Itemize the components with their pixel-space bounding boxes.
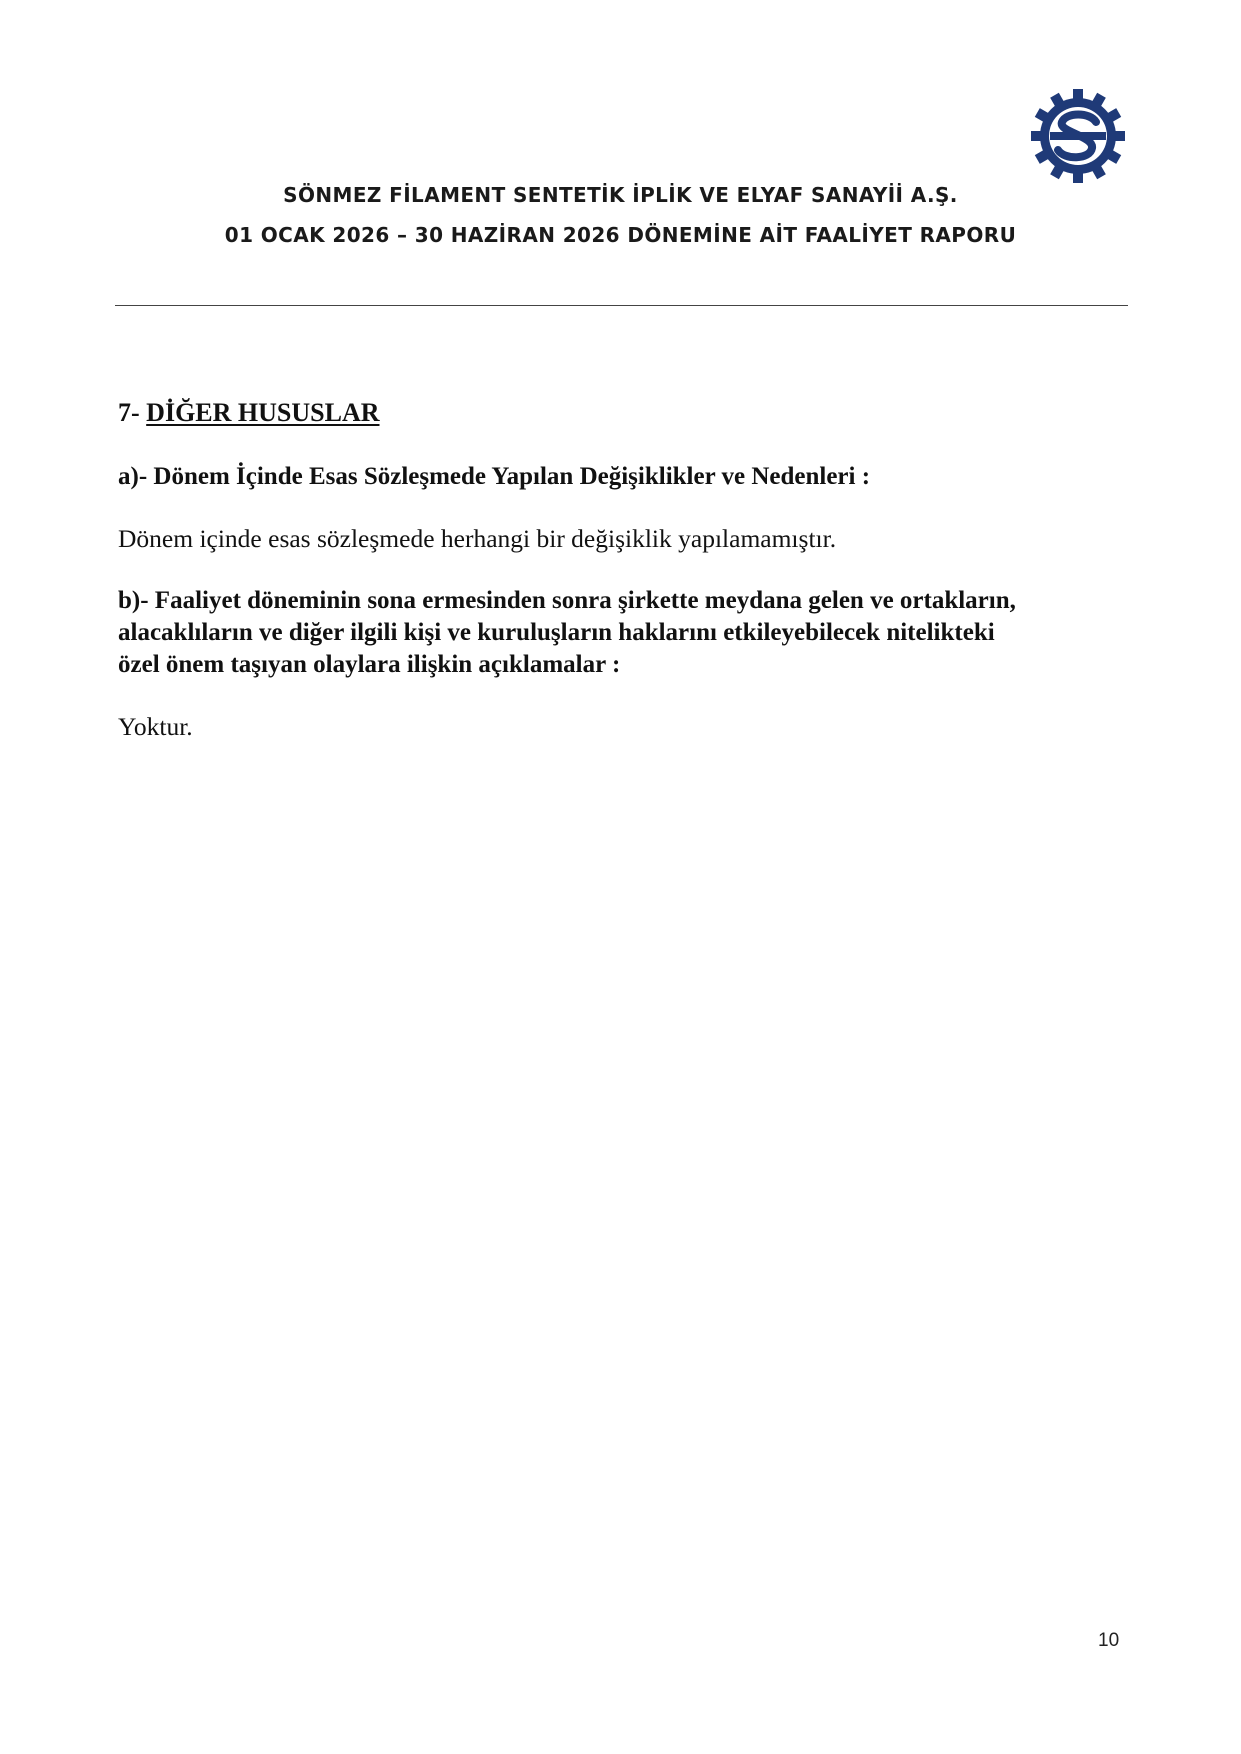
section-number: 7- <box>118 398 140 427</box>
gear-s-logo-icon <box>1030 88 1126 184</box>
item-b-heading-line: özel önem taşıyan olaylara ilişkin açıklamalar : <box>118 651 621 678</box>
report-period: 01 OCAK 2026 – 30 HAZİRAN 2026 DÖNEMİNE AİT FAALİYET RAPORU <box>224 223 1017 247</box>
section-heading <box>118 398 380 428</box>
item-a-body: Dönem içinde esas sözleşmede herhangi bir değişiklik yapılamamıştır. <box>118 524 837 553</box>
item-b-heading-line: b)- Faaliyet döneminin sona ermesinden sonra şirkette meydana gelen ve ortakların, <box>118 587 1016 614</box>
company-name: SÖNMEZ FİLAMENT SENTETİK İPLİK VE ELYAF SANAYİİ A.Ş. <box>283 183 958 207</box>
item-b-heading-line: alacaklıların ve diğer ilgili kişi ve kuruluşların haklarını etkileyebilecek nitelikteki <box>118 619 995 646</box>
item-a-heading: a)- Dönem İçinde Esas Sözleşmede Yapılan Değişiklikler ve Nedenleri : <box>118 463 871 490</box>
header-divider <box>115 305 1128 306</box>
page-number: 10 <box>1098 1630 1120 1651</box>
item-b-body: Yoktur. <box>118 712 193 741</box>
section-title: DİĞER HUSUSLAR <box>146 398 380 427</box>
item-b-heading <box>118 585 1118 681</box>
company-logo <box>1030 88 1126 184</box>
